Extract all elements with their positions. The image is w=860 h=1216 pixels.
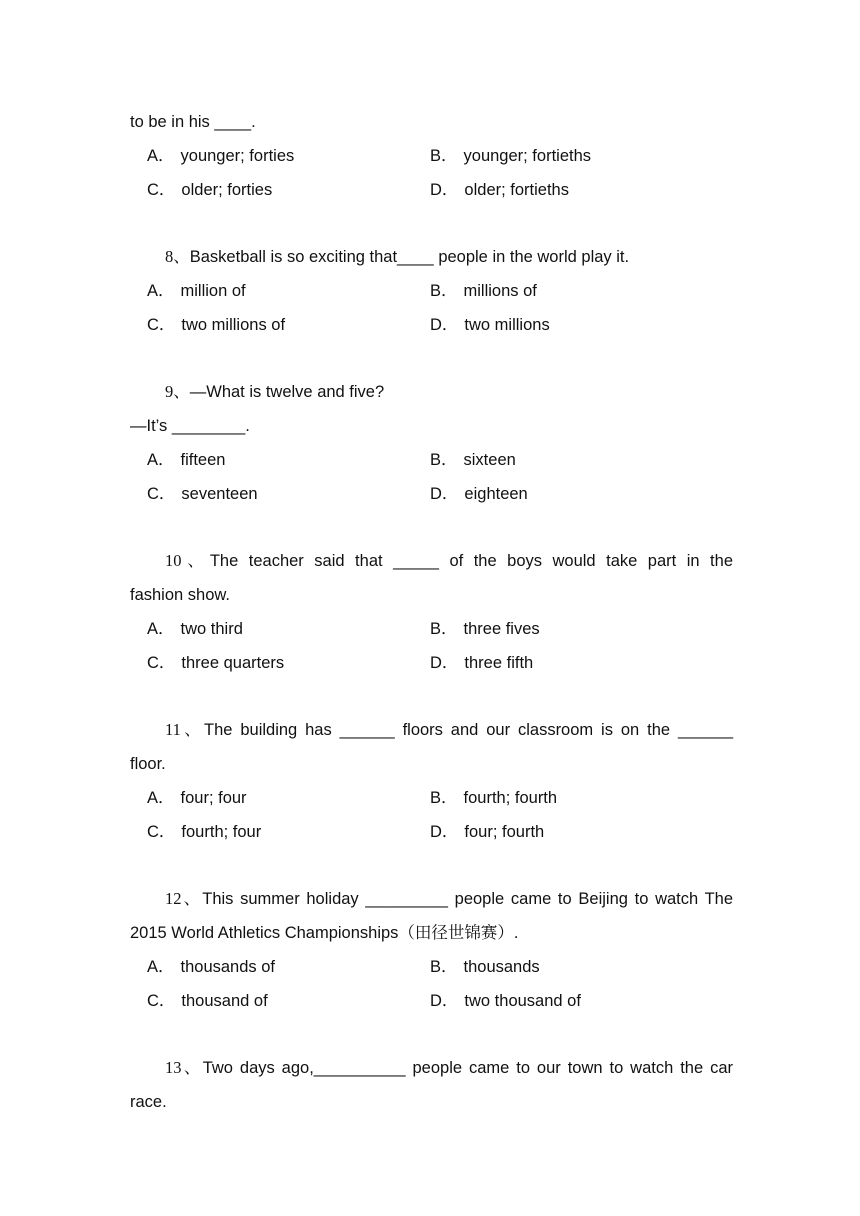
option-a: A． fifteen [147, 451, 226, 469]
option-a: A． million of [147, 282, 246, 300]
option-d: D． two thousand of [430, 992, 581, 1010]
option-b: B． millions of [430, 282, 537, 300]
option-c: C． two millions of [147, 316, 286, 334]
question-12-stem-cont: 2015 World Athletics Championships（田径世锦赛）. [130, 924, 519, 942]
question-10-stem-cont: fashion show. [130, 586, 230, 604]
option-d: D． three fifth [430, 654, 534, 672]
option-b: B． thousands [430, 958, 540, 976]
option-a: A． younger; forties [147, 147, 295, 165]
question-9-stem: 9、—What is twelve and five? [165, 382, 385, 401]
question-10-stem: 10、The teacher said that _____ of the boys would take part in the [165, 551, 733, 570]
option-b: B． fourth; fourth [430, 789, 558, 807]
option-b: B． three fives [430, 620, 540, 638]
question-13-stem: 13、Two days ago,__________ people came to our town to watch the car [165, 1058, 734, 1077]
option-b: B． sixteen [430, 451, 516, 469]
option-a: A． thousands of [147, 958, 276, 976]
question-12-stem: 12、This summer holiday _________ people came to Beijing to watch The [165, 889, 734, 908]
option-d: D． four; fourth [430, 823, 545, 841]
option-c: C． three quarters [147, 654, 285, 672]
option-a: A． four; four [147, 789, 247, 807]
option-c: C． seventeen [147, 485, 258, 503]
question-9-answer-line: —It’s ________. [130, 417, 250, 435]
question-7-continuation: to be in his ____. [130, 113, 256, 131]
option-d: D． eighteen [430, 485, 528, 503]
option-c: C． older; forties [147, 181, 273, 199]
option-a: A． two third [147, 620, 243, 638]
option-c: C． fourth; four [147, 823, 262, 841]
question-8-stem: 8、Basketball is so exciting that____ people in the world play it. [165, 247, 630, 266]
option-b: B． younger; fortieths [430, 147, 592, 165]
question-13-stem-cont: race. [130, 1093, 167, 1111]
question-11-stem: 11、The building has ______ floors and our classroom is on the ______ [165, 720, 734, 739]
question-11-stem-cont: floor. [130, 755, 166, 773]
option-d: D． two millions [430, 316, 550, 334]
option-c: C． thousand of [147, 992, 268, 1010]
option-d: D． older; fortieths [430, 181, 569, 199]
